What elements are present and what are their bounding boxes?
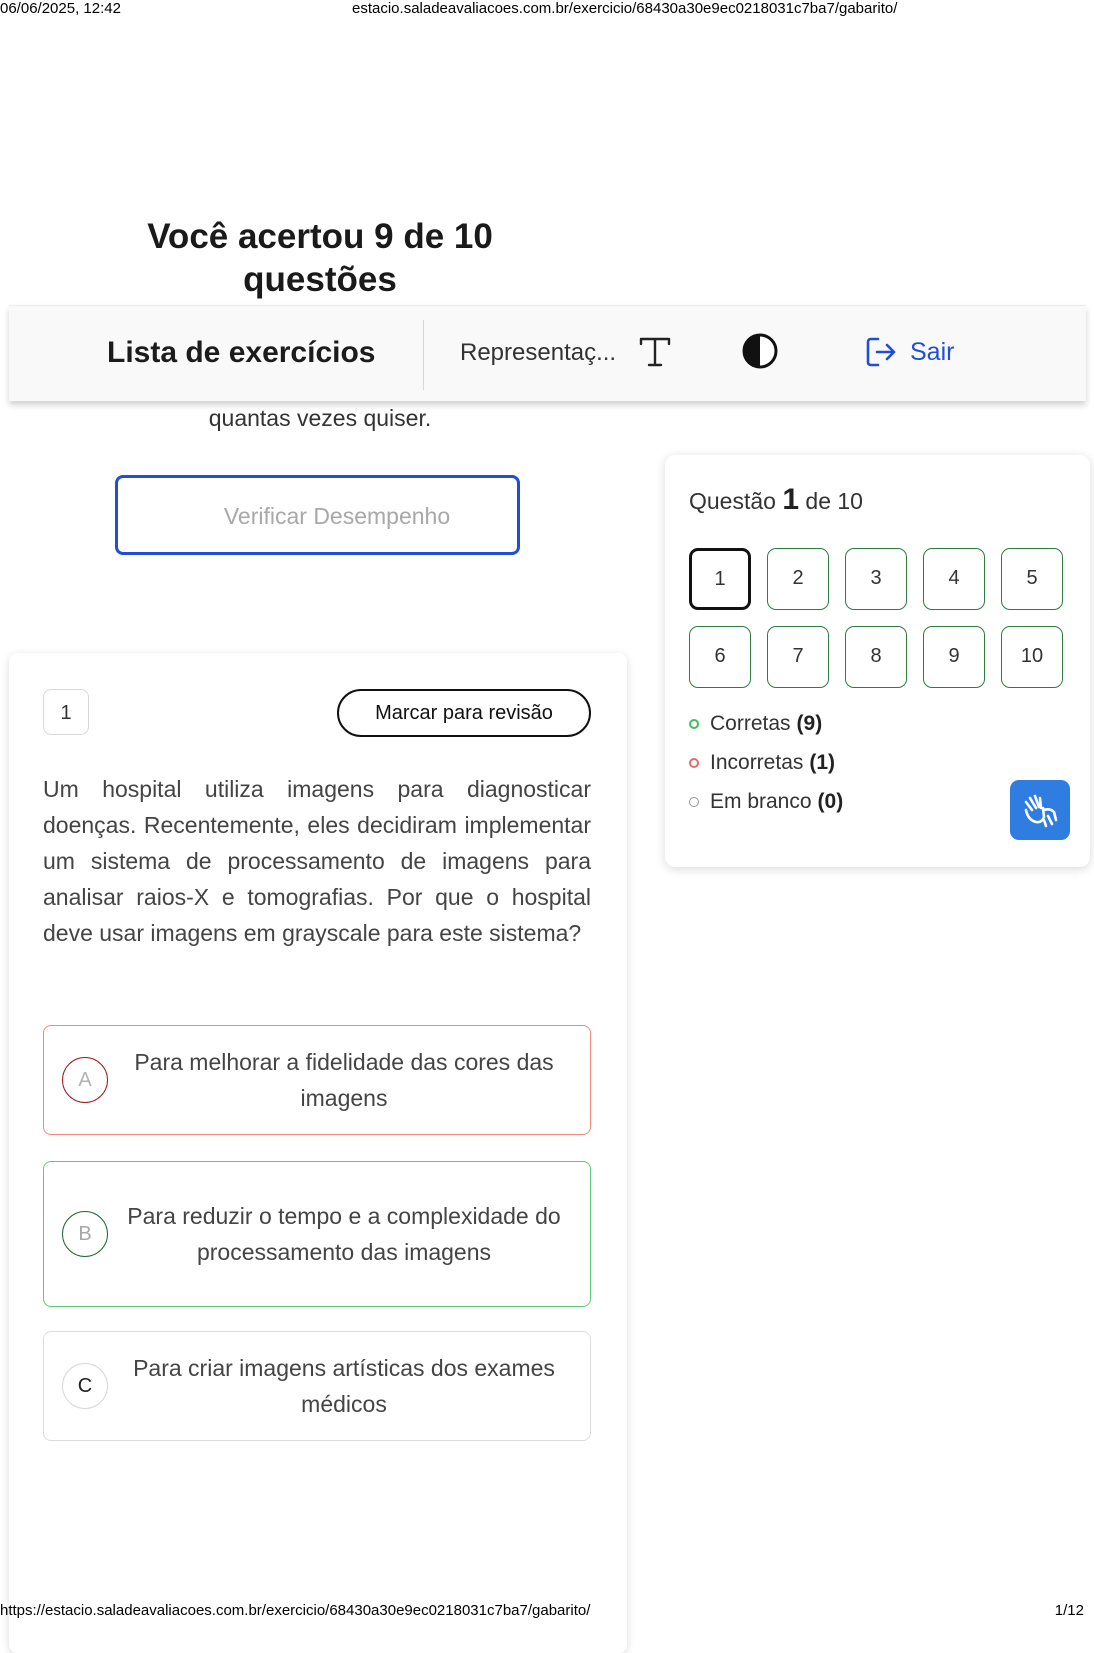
legend-incorrect-label: Incorretas: [710, 751, 804, 774]
legend-correct-count: (9): [796, 712, 823, 735]
logout-button[interactable]: [864, 330, 954, 374]
sign-language-icon: [1010, 780, 1070, 840]
legend-incorrect: [689, 751, 835, 775]
exercise-list-title: Lista de exercícios: [107, 336, 376, 369]
page-counter: 1/12: [1054, 1602, 1084, 1619]
question-button-3[interactable]: 3: [845, 548, 907, 610]
topbar-divider: [423, 320, 424, 390]
question-button-1[interactable]: 1: [689, 548, 751, 610]
option-text: Para criar imagens artísticas dos exames médicos: [133, 1355, 555, 1417]
logout-label: Sair: [910, 337, 955, 366]
question-button-4[interactable]: 4: [923, 548, 985, 610]
question-card: [9, 653, 627, 1653]
navigator-current: 1: [782, 483, 800, 516]
question-text: Um hospital utiliza imagens para diagnosticar doenças. Recentemente, eles decidiram implementar um sistema de processamento de imagens para analisar raios-X e tomografias. Por que o hospital deve usar imagens em grayscale para este sistema?: [43, 776, 591, 946]
blank-dot-icon: [689, 797, 699, 807]
option-text: Para reduzir o tempo e a complexidade do processamento das imagens: [127, 1203, 561, 1265]
legend-blank-label: Em branco: [710, 790, 812, 813]
incorrect-dot-icon: [689, 758, 699, 768]
navigator-suffix: de 10: [805, 488, 863, 514]
option-a[interactable]: [43, 1025, 591, 1135]
option-letter: B: [62, 1211, 108, 1257]
question-navigator: [665, 455, 1090, 867]
top-bar: [9, 305, 1086, 401]
font-size-icon[interactable]: [635, 331, 675, 371]
legend-blank: [689, 790, 843, 814]
question-button-6[interactable]: 6: [689, 626, 751, 688]
sign-language-button[interactable]: [1010, 780, 1070, 840]
footer-url: https://estacio.saladeavaliacoes.com.br/exercicio/68430a30e9ec0218031c7ba7/gabarito/: [0, 1602, 591, 1619]
contrast-icon[interactable]: [741, 332, 779, 370]
navigator-prefix: Questão: [689, 488, 776, 514]
print-header: [0, 0, 1094, 22]
print-datetime: 06/06/2025, 12:42: [0, 0, 121, 17]
logout-icon: [864, 335, 898, 369]
question-button-7[interactable]: 7: [767, 626, 829, 688]
question-number: 1: [43, 689, 89, 735]
print-footer: [0, 1600, 1094, 1622]
verify-performance-button[interactable]: Verificar Desempenho: [115, 475, 520, 555]
result-subtext: quantas vezes quiser.: [208, 405, 432, 431]
representation-select[interactable]: Representaç...: [460, 339, 617, 366]
option-text: Para melhorar a fidelidade das cores das imagens: [134, 1049, 554, 1111]
print-url: estacio.saladeavaliacoes.com.br/exercicio/68430a30e9ec0218031c7ba7/gabarito/: [352, 0, 898, 17]
question-button-5[interactable]: 5: [1001, 548, 1063, 610]
option-c[interactable]: [43, 1331, 591, 1441]
question-button-2[interactable]: 2: [767, 548, 829, 610]
correct-dot-icon: [689, 719, 699, 729]
option-letter: A: [62, 1057, 108, 1103]
result-headline: Você acertou 9 de 10 questões: [147, 217, 493, 299]
mark-for-review-button[interactable]: Marcar para revisão: [337, 689, 591, 737]
legend-blank-count: (0): [817, 790, 844, 813]
option-letter: C: [62, 1363, 108, 1409]
legend-correct-label: Corretas: [710, 712, 791, 735]
question-button-10[interactable]: 10: [1001, 626, 1063, 688]
question-button-8[interactable]: 8: [845, 626, 907, 688]
option-b[interactable]: [43, 1161, 591, 1307]
legend-incorrect-count: (1): [809, 751, 836, 774]
legend-correct: [689, 712, 822, 736]
question-button-9[interactable]: 9: [923, 626, 985, 688]
navigator-title: [689, 483, 863, 517]
